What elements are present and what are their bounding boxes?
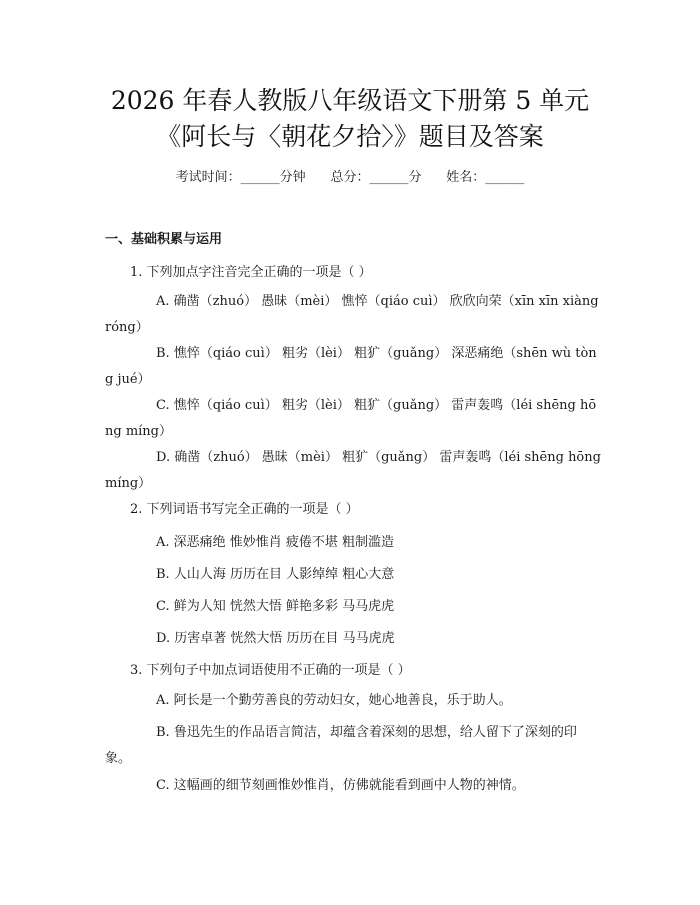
document-title-line-1: 2026 年春人教版八年级语文下册第 5 单元 xyxy=(110,86,590,115)
question-1-option-a: A. 确凿（zhuó） 愚昧（mèi） 憔悴（qiáo cuì） 欣欣向荣（xīn xīn xiàng róng） xyxy=(105,294,599,335)
question-2-stem: 2. 下列词语书写完全正确的一项是（ ） xyxy=(130,502,359,517)
question-2-option-a: A. 深恶痛绝 惟妙惟肖 疲倦不堪 粗制滥造 xyxy=(156,535,395,550)
question-1-option-c: C. 憔悴（qiáo cuì） 粗劣（lèi） 粗犷（guǎng） 雷声轰鸣（léi shēng hōng míng） xyxy=(105,398,597,439)
exam-time: 考试时间：______分钟 xyxy=(175,170,306,185)
question-1-option-d: D. 确凿（zhuó） 愚昧（mèi） 粗犷（guǎng） 雷声轰鸣（léi shēng hōng míng） xyxy=(105,450,601,491)
document-title-line-2: 《阿长与〈朝花夕拾〉》题目及答案 xyxy=(156,122,544,151)
question-3-option-c: C. 这幅画的细节刻画惟妙惟肖，仿佛就能看到画中人物的神情。 xyxy=(156,778,525,793)
question-2-option-d: D. 历害卓著 恍然大悟 历历在目 马马虎虎 xyxy=(156,631,395,646)
question-1-option-b: B. 憔悴（qiáo cuì） 粗劣（lèi） 粗犷（guǎng） 深恶痛绝（shēn wù tòng jué） xyxy=(105,346,597,387)
exam-info xyxy=(0,168,700,188)
question-3-stem: 3. 下列句子中加点词语使用不正确的一项是（ ） xyxy=(130,663,411,678)
question-2-option-b: B. 人山人海 历历在目 人影绰绰 粗心大意 xyxy=(156,567,395,582)
question-2-option-c: C. 鲜为人知 恍然大悟 鲜艳多彩 马马虎虎 xyxy=(156,599,395,614)
question-3-option-b: B. 鲁迅先生的作品语言简洁，却蕴含着深刻的思想，给人留下了深刻的印象。 xyxy=(105,725,577,766)
question-1-stem: 1. 下列加点字注音完全正确的一项是（ ） xyxy=(130,265,372,280)
exam-total-score: 总分：______分 xyxy=(330,170,422,185)
exam-student-name: 姓名：______ xyxy=(446,170,525,185)
question-3-option-a: A. 阿长是一个勤劳善良的劳动妇女，她心地善良，乐于助人。 xyxy=(156,693,512,708)
section-heading: 一、基础积累与运用 xyxy=(105,232,223,247)
